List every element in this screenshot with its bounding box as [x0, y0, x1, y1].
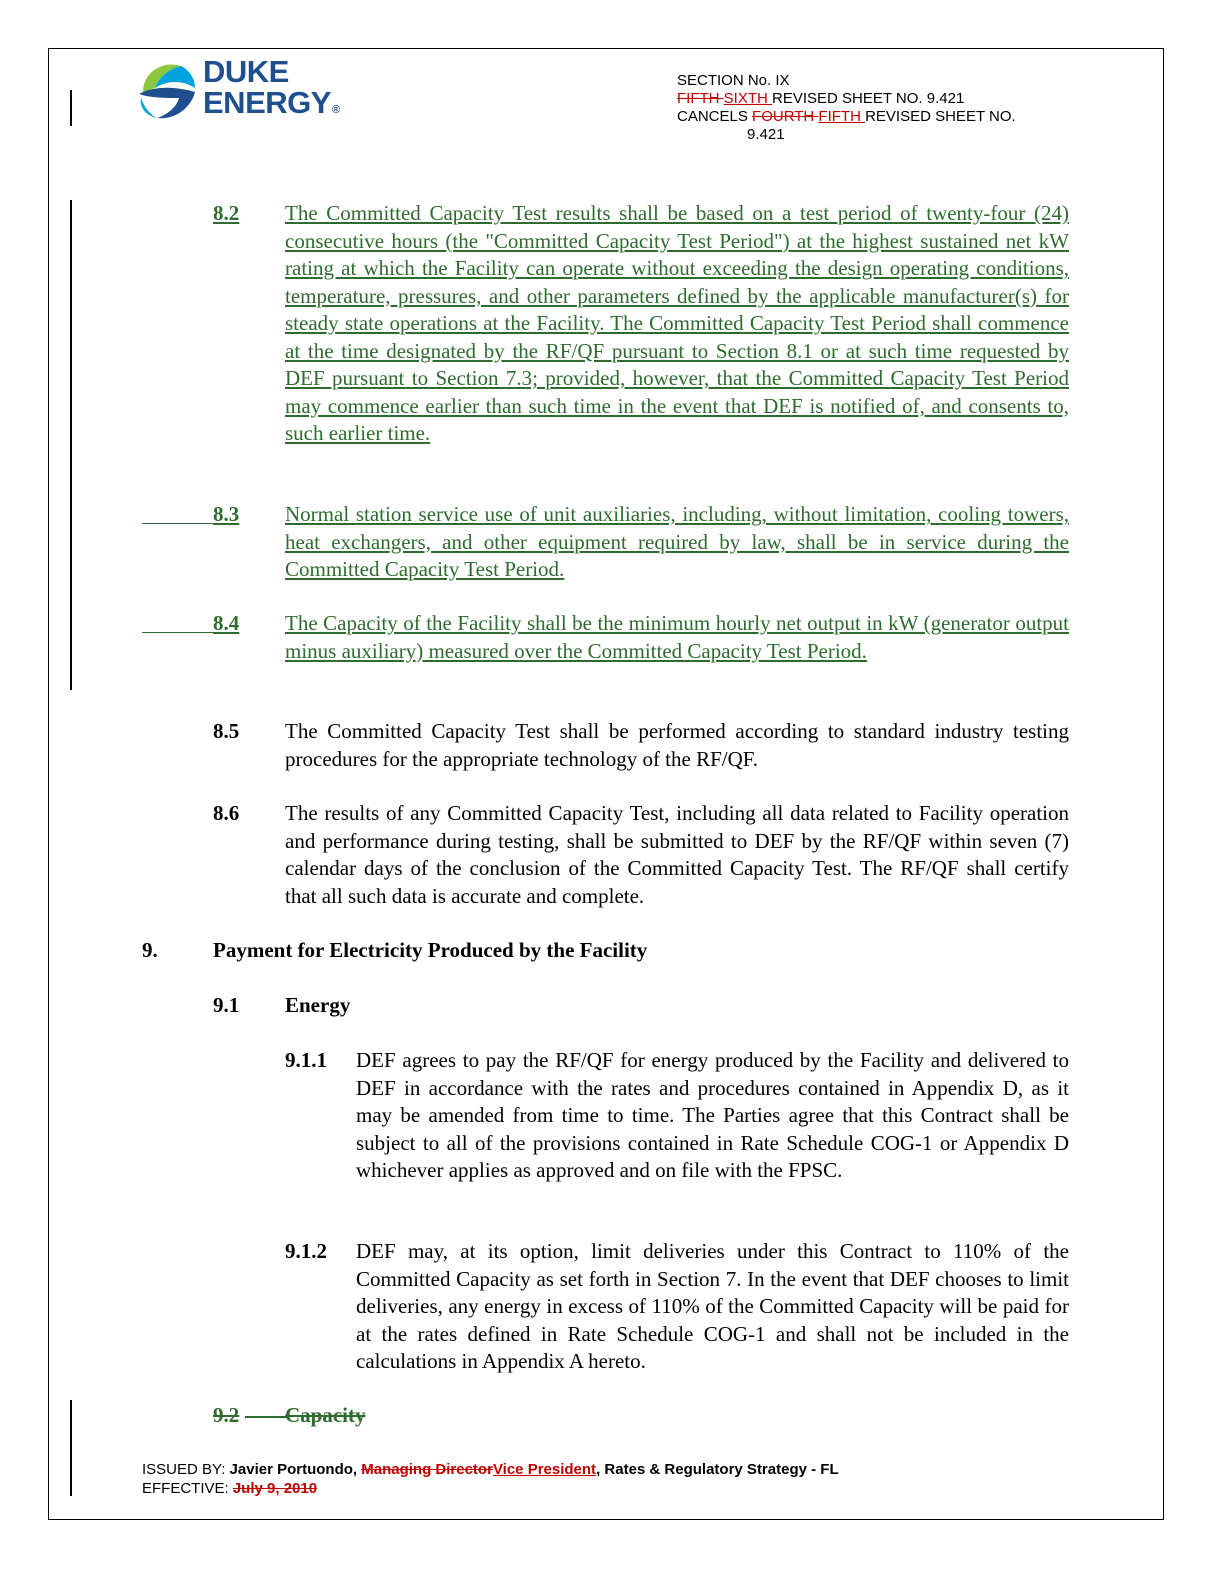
issued-by-line	[142, 1460, 839, 1479]
logo-wordmark	[203, 56, 340, 126]
section-text: DEF may, at its option, limit deliveries under this Contract to 110% of the Committed Capacity as set forth in Section 7. In the event that DEF chooses to limit deliveries, any energy in excess of 110% of the Committed Capacity will be paid for at the rates defined in Rate Schedule COG-1 and shall not be included in the calculations in Appendix A hereto.	[356, 1239, 1069, 1373]
section-number: 9.1.1	[285, 1048, 327, 1072]
moved-text-line	[142, 523, 214, 524]
section-text: The Committed Capacity Test shall be performed according to standard industry testing procedures for the appropriate technology of the RF/QF.	[285, 719, 1069, 771]
cancels-rest: REVISED SHEET NO.	[865, 108, 1016, 125]
change-bar	[70, 200, 72, 690]
cancels-sheet-number: 9.421	[747, 126, 785, 143]
issued-by-label: ISSUED BY:	[142, 1461, 230, 1478]
section-text: DEF agrees to pay the RF/QF for energy produced by the Facility and delivered to DEF in accordance with the rates and procedures contained in Appendix D, as it may be amended from time to time. The Parties agree that this Contract shall be subject to all of the provisions contained in Rate Schedule COG-1 or Appendix D whichever applies as approved and on file with the FPSC.	[356, 1048, 1069, 1182]
deleted-text: July 9, 2010	[232, 1480, 318, 1497]
section-text: The Capacity of the Facility shall be the minimum hourly net output in kW (generator output minus auxiliary) measured over the Committed Capacity Test Period.	[285, 611, 1069, 663]
section-9-2-number: 9.2	[213, 1403, 240, 1427]
effective-line	[142, 1479, 839, 1498]
inserted-text: FIFTH	[818, 108, 866, 125]
section-number: 8.5	[213, 719, 240, 743]
change-bar	[70, 1400, 72, 1496]
duke-energy-logo	[135, 56, 340, 126]
section-number: 8.6	[213, 801, 240, 825]
section-9-1-heading: Energy	[285, 993, 351, 1017]
cancels-line	[677, 108, 1016, 126]
sheet-revision-text: REVISED SHEET NO. 9.421	[772, 90, 965, 107]
sheet-header	[677, 72, 1016, 144]
section-9-2-heading: Capacity	[285, 1403, 366, 1427]
registered-mark: ®	[331, 104, 340, 116]
issuer-name: Javier Portuondo,	[229, 1461, 362, 1478]
inserted-text: Vice President	[492, 1461, 597, 1478]
section-9-1-number: 9.1	[213, 993, 240, 1017]
section-text: Normal station service use of unit auxiliaries, including, without limitation, cooling towers, heat exchangers, and other equipment required by law, shall be in service during the Committed Capacity Test Period.	[285, 502, 1069, 581]
section-number: SECTION No. IX	[677, 72, 790, 89]
moved-text-line	[142, 632, 214, 633]
section-9-heading: Payment for Electricity Produced by the Facility	[213, 938, 648, 962]
section-text: The results of any Committed Capacity Test, including all data related to Facility operation and performance during testing, shall be submitted to DEF by the RF/QF within seven (7) calendar days of the conclusion of the Committed Capacity Test. The RF/QF shall certify that all such data is accurate and complete.	[285, 801, 1069, 908]
duke-energy-logo-icon	[135, 58, 199, 124]
deleted-text: FOURTH	[752, 108, 819, 125]
section-number: 8.3	[213, 502, 240, 526]
section-9-number: 9.	[142, 938, 158, 962]
change-bar	[70, 90, 72, 126]
deletion-strike	[245, 1416, 287, 1418]
footer	[142, 1460, 839, 1498]
deleted-text: Managing Director	[361, 1461, 493, 1478]
cancels-prefix: CANCELS	[677, 108, 753, 125]
section-number: 8.4	[213, 611, 240, 635]
sheet-revision	[677, 90, 1016, 108]
effective-label: EFFECTIVE:	[142, 1480, 233, 1497]
deleted-text: FIFTH	[677, 90, 724, 107]
issuer-title: , Rates & Regulatory Strategy - FL	[596, 1461, 839, 1478]
section-number: 8.2	[213, 201, 240, 225]
logo-word-energy: ENERGY	[203, 85, 331, 120]
section-number: 9.1.2	[285, 1239, 327, 1263]
logo-word-duke: DUKE	[203, 54, 289, 89]
section-text: The Committed Capacity Test results shall be based on a test period of twenty-four (24) consecutive hours (the "Committed Capacity Test Period") at the highest sustained net kW rating at which the Facility can operate without exceeding the design operating conditions, temperature, pressures, and other parameters defined by the applicable manufacturer(s) for steady state operations at the Facility. The Committed Capacity Test Period shall commence at the time designated by the RF/QF pursuant to Section 8.1 or at such time requested by DEF pursuant to Section 7.3; provided, however, that the Committed Capacity Test Period may commence earlier than such time in the event that DEF is notified of, and consents to, such earlier time.	[285, 201, 1069, 445]
inserted-text: SIXTH	[723, 90, 772, 107]
